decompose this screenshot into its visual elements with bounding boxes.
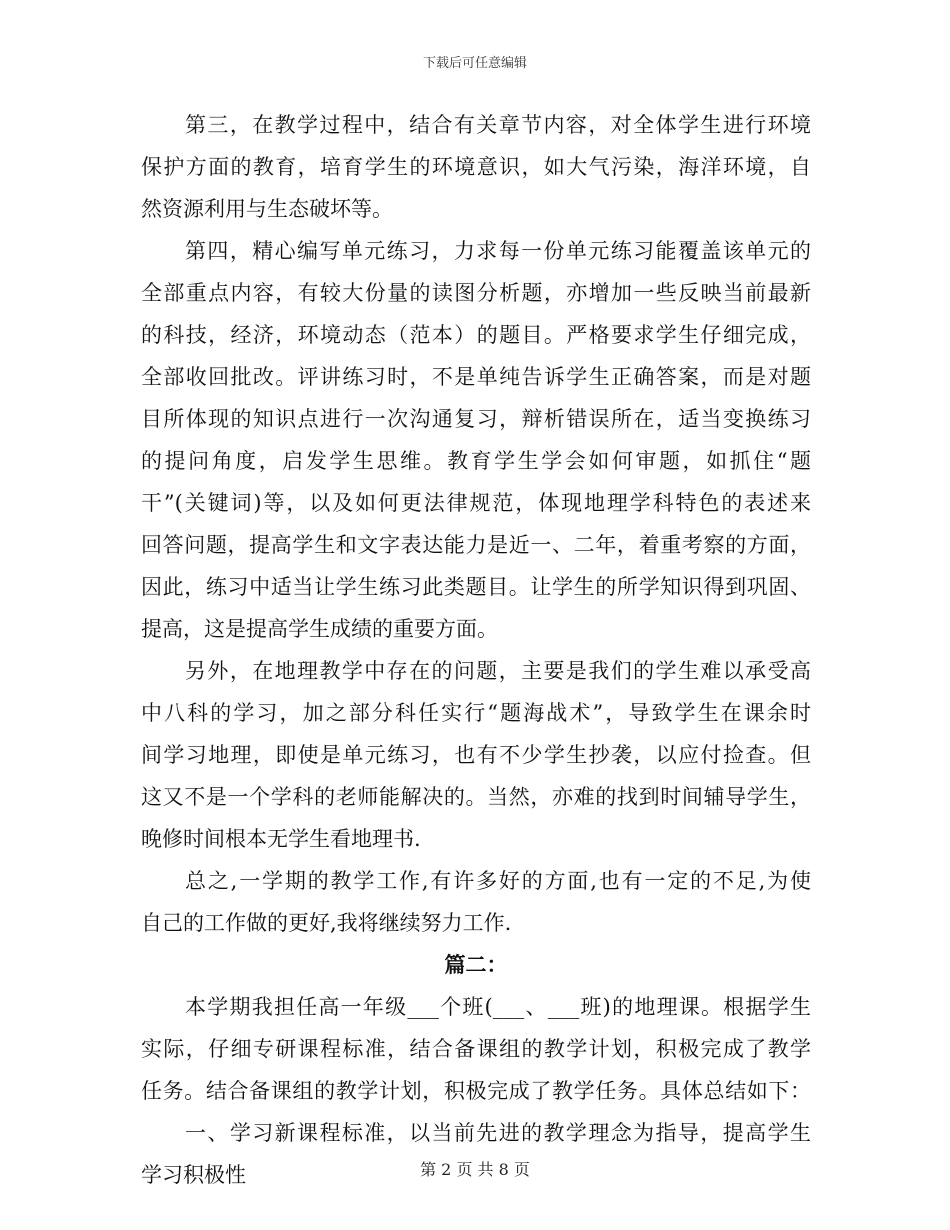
text-line: 学习积极性 bbox=[141, 1163, 246, 1187]
text-line: 全部收回批改。评讲练习时，不是单纯告诉学生正确答案，而是对题 bbox=[141, 365, 811, 389]
text-line: 保护方面的教育，培育学生的环境意识，如大气污染，海洋环境，自 bbox=[141, 155, 811, 179]
text-line: 本学期我担任高一年级___个班(___、___班)的地理课。根据学生 bbox=[185, 995, 811, 1019]
text-line: 这又不是一个学科的老师能解决的。当然，亦难的找到时间辅导学生， bbox=[141, 785, 811, 809]
text-line: 另外，在地理教学中存在的问题，主要是我们的学生难以承受高 bbox=[185, 659, 811, 683]
text-line: 因此，练习中适当让学生练习此类题目。让学生的所学知识得到巩固、 bbox=[141, 575, 811, 599]
page-header: 下载后可任意编辑 bbox=[422, 56, 527, 71]
text-line: 提高，这是提高学生成绩的重要方面。 bbox=[141, 617, 498, 641]
text-line: 的科技，经济，环境动态（范本）的题目。严格要求学生仔细完成， bbox=[141, 323, 811, 347]
text-line: 的提问角度，启发学生思维。教育学生学会如何审题，如抓住“题 bbox=[141, 449, 811, 473]
text-line: 第四，精心编写单元练习，力求每一份单元练习能覆盖该单元的 bbox=[185, 239, 811, 263]
text-line: 晚修时间根本无学生看地理书. bbox=[141, 827, 421, 851]
text-line: 实际，仔细专研课程标准，结合备课组的教学计划，积极完成了教学 bbox=[141, 1037, 811, 1061]
text-line: 中八科的学习，加之部分科任实行“题海战术”，导致学生在课余时 bbox=[141, 701, 811, 725]
text-line: 一、学习新课程标准，以当前先进的教学理念为指导，提高学生 bbox=[185, 1121, 811, 1145]
text-line: 回答问题，提高学生和文字表达能力是近一、二年，着重考察的方面， bbox=[141, 533, 811, 557]
document-body bbox=[141, 104, 811, 1196]
text-line: 任务。结合备课组的教学计划，积极完成了教学任务。具体总结如下： bbox=[141, 1079, 811, 1103]
text-line: 间学习地理，即使是单元练习，也有不少学生抄袭，以应付捡查。但 bbox=[141, 743, 811, 767]
text-line: 总之,一学期的教学工作,有许多好的方面,也有一定的不足,为使 bbox=[185, 869, 811, 893]
section-heading: 篇二： bbox=[444, 952, 508, 977]
text-line: 自己的工作做的更好,我将继续努力工作. bbox=[141, 911, 512, 935]
text-line: 干”(关键词)等，以及如何更法律规范，体现地理学科特色的表述来 bbox=[141, 491, 811, 515]
text-line: 第三，在教学过程中，结合有关章节内容，对全体学生进行环境 bbox=[185, 113, 811, 137]
text-line: 然资源利用与生态破坏等。 bbox=[141, 197, 393, 221]
text-line: 全部重点内容，有较大份量的读图分析题，亦增加一些反映当前最新 bbox=[141, 281, 811, 305]
page-footer: 第 2 页 共 8 页 bbox=[420, 1160, 530, 1179]
text-line: 目所体现的知识点进行一次沟通复习，辩析错误所在，适当变换练习 bbox=[141, 407, 811, 431]
